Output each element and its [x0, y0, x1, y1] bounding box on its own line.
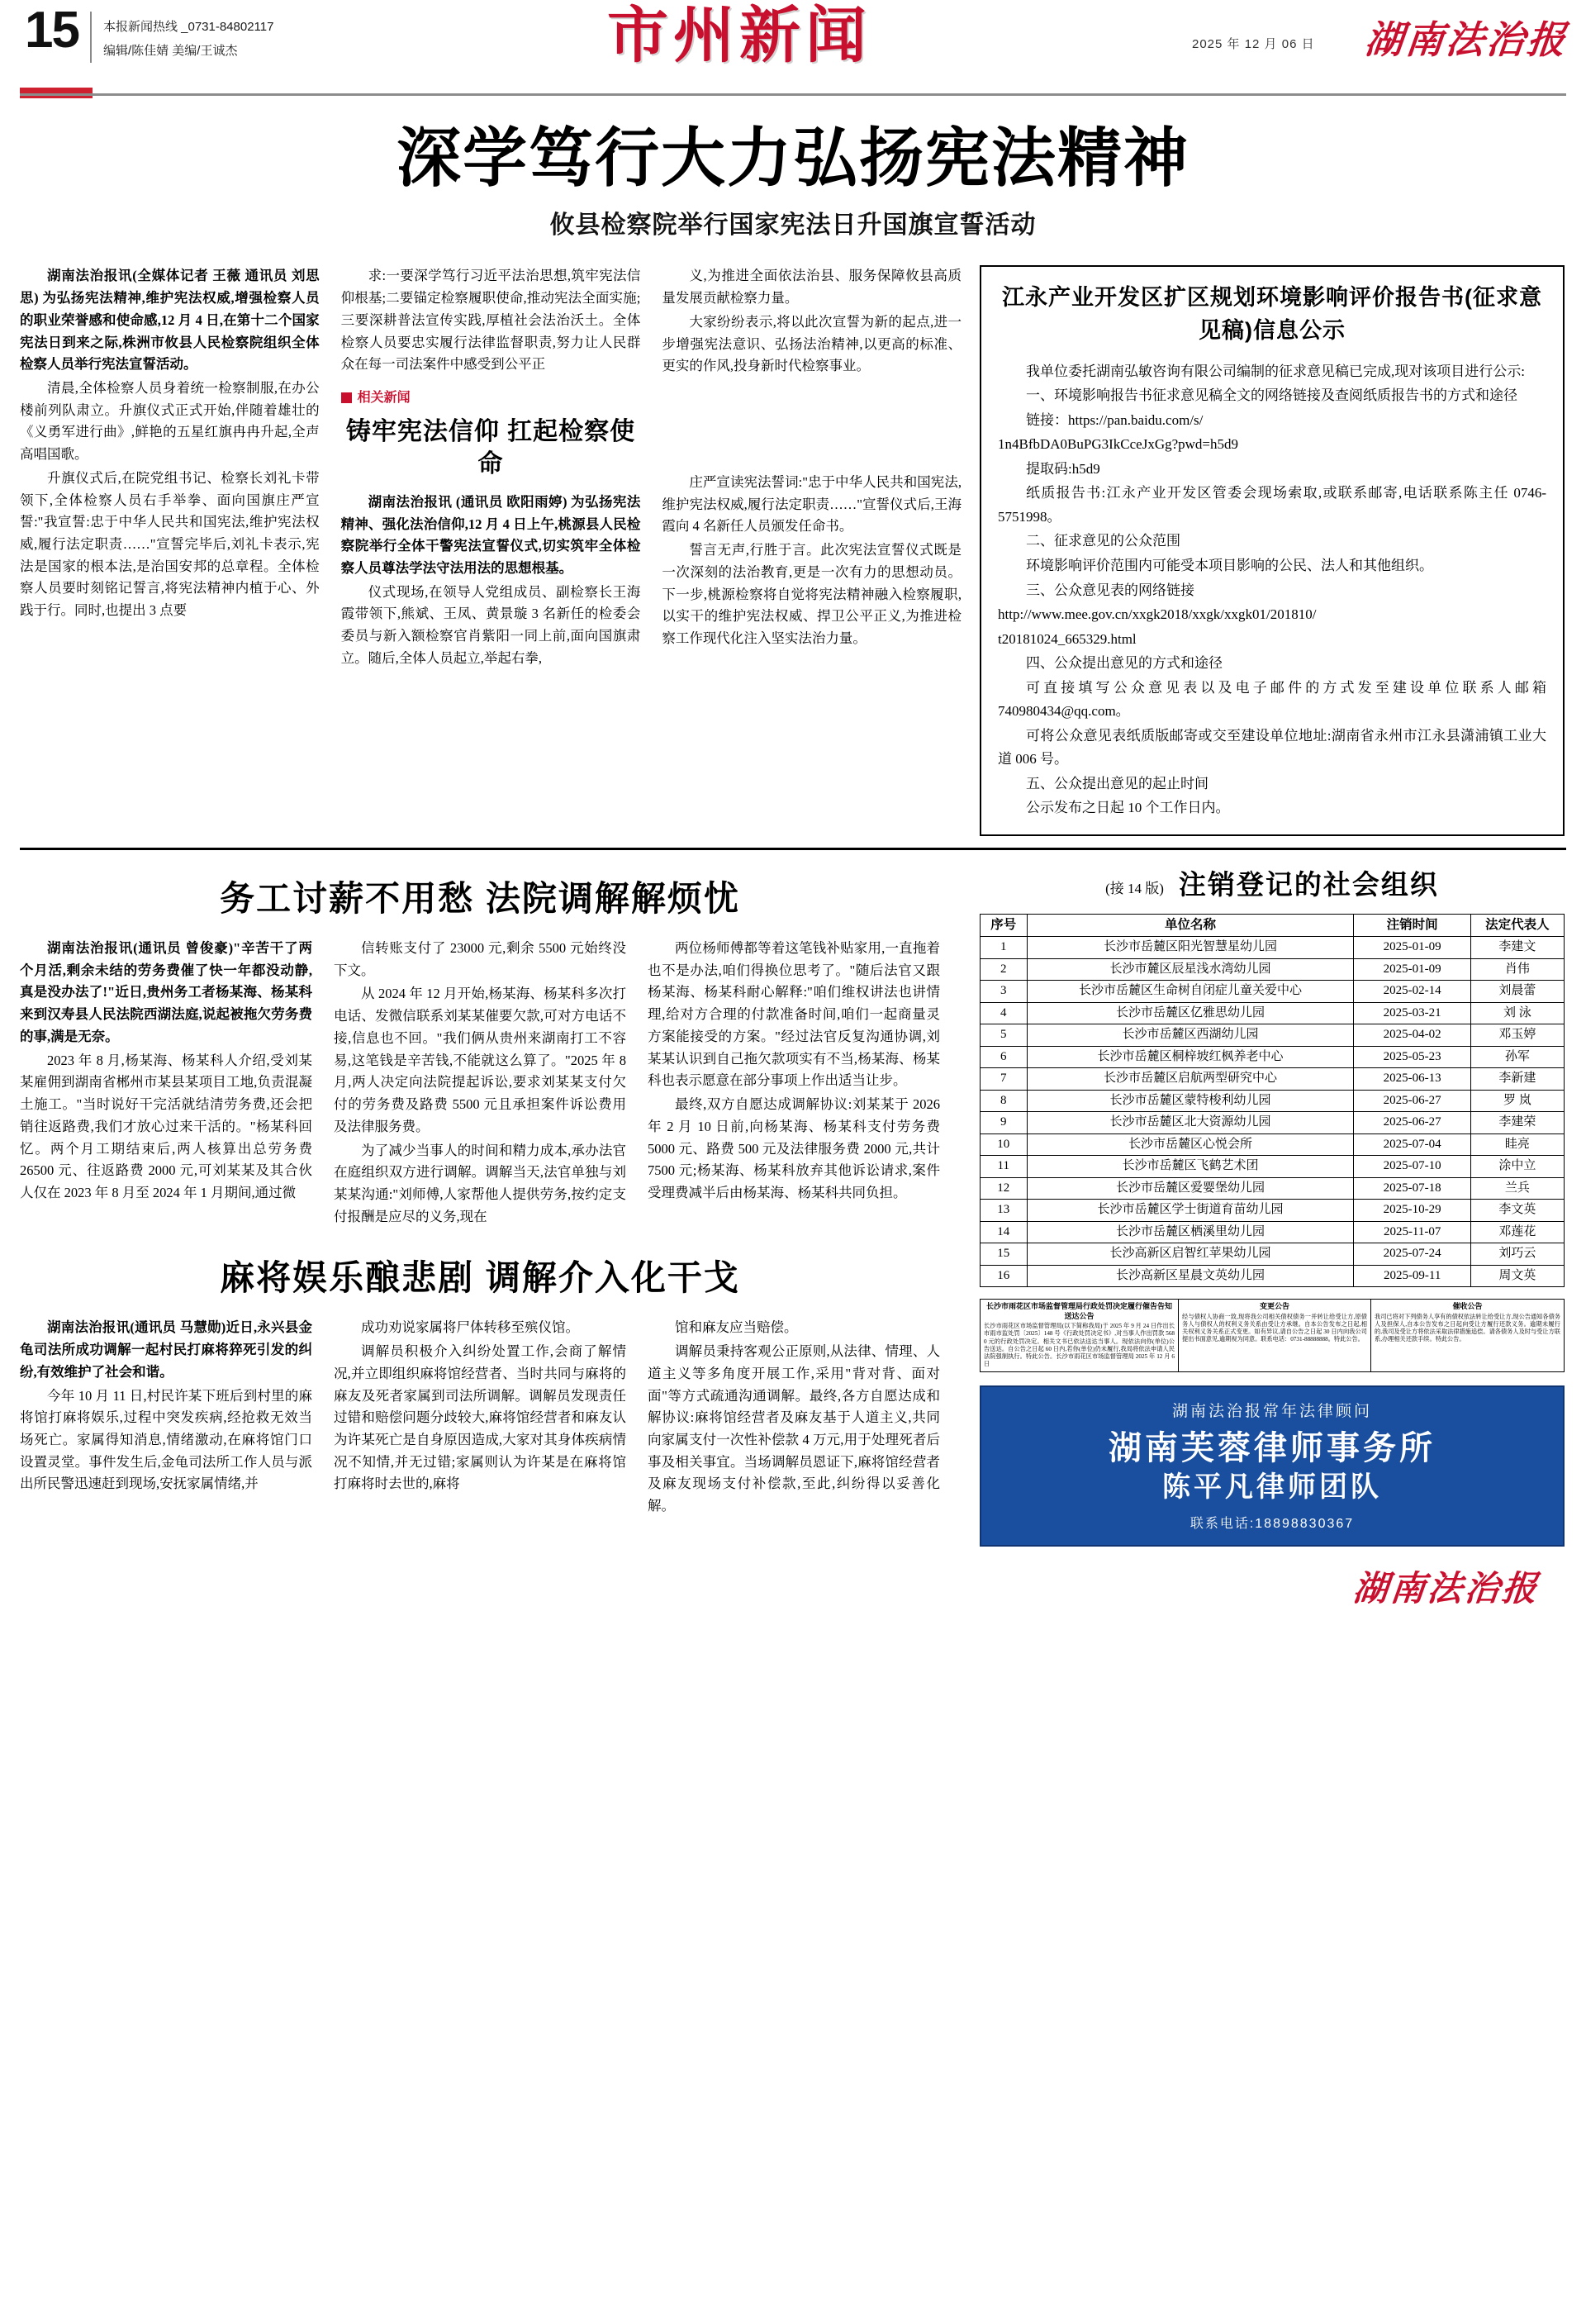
labor-column-3: [648, 938, 940, 1229]
table-row: [981, 1177, 1565, 1200]
row-index: 6: [981, 1046, 1028, 1068]
environmental-notice-box: [980, 265, 1565, 836]
section-title: 市州新闻: [607, 2, 871, 70]
mahjong-para: 今年 10 月 11 日,村民许某下班后到村里的麻将馆打麻将娱乐,过程中突发疾病,经抢救无效当场死亡。家属得知消息,情绪激动,在麻将馆门口设置灵堂。事件发生后,金龟司法所工作人员与派出所民警迅速赶到现场,安抚家属情绪,并: [20, 1387, 312, 1492]
mahjong-para: 调解员秉持客观公正原则,从法律、情理、人道主义等多角度开展工作,采用"背对背、面对面"等方式疏通沟通调解。最终,各方自愿达成和解协议:麻将馆经营者及麻友基于人道主义,共同向家属支付一次性补偿款 4 万元,用于处理死者后事及相关事宜。当场调解员恩证下,麻将馆经营者及麻友现场支付补偿款,至此,纠纷得以妥善化解。: [648, 1343, 940, 1514]
mahjong-para: 馆和麻友应当赔偿。: [675, 1319, 798, 1336]
legal-rep: 孙军: [1470, 1046, 1564, 1068]
row-index: 9: [981, 1112, 1028, 1134]
classified-ad-1: [981, 1300, 1179, 1371]
notice-form-url-2[interactable]: t20181024_665329.html: [998, 630, 1137, 647]
org-name: 长沙市岳麓区爱婴堡幼儿园: [1027, 1177, 1354, 1200]
org-name: 长沙市岳麓区启航两型研究中心: [1027, 1068, 1354, 1091]
classified-ad-3-body: 我司已将对下列债务人享有的债权依法转让给受让方,现公告通知各债务人及担保人,自本公告发布之日起向受让方履行还款义务。逾期未履行的,我司及受让方将依法采取法律措施追偿。请各债务人及时与受让方联系,办理相关还款手续。特此公告。: [1375, 1313, 1560, 1343]
classified-ad-3: [1371, 1300, 1564, 1371]
org-table-heading-row: [980, 863, 1565, 902]
dereg-date: 2025-07-24: [1354, 1243, 1470, 1266]
legal-rep: 涂中立: [1470, 1156, 1564, 1178]
classified-ad-2: [1179, 1300, 1371, 1371]
row-index: 2: [981, 958, 1028, 981]
table-row: [981, 1112, 1565, 1134]
legal-rep: 周文英: [1470, 1265, 1564, 1287]
legal-rep: 邓莲花: [1470, 1221, 1564, 1243]
mahjong-byline: 湖南法治报讯(通讯员 马慧勋)近日,永兴县金龟司法所成功调解一起村民打麻将猝死引发的纠纷,有效维护了社会和谐。: [20, 1319, 312, 1380]
related-news-label: 相关新闻: [357, 390, 411, 405]
table-row: [981, 1024, 1565, 1047]
row-index: 11: [981, 1156, 1028, 1178]
row-index: 3: [981, 981, 1028, 1003]
row-index: 4: [981, 1002, 1028, 1024]
col-header-name: 单位名称: [1027, 915, 1354, 937]
org-name: 长沙市岳麓区西湖幼儿园: [1027, 1024, 1354, 1047]
notice-form-title: 三、公众意见表的网络链接: [1026, 582, 1194, 598]
law-ad-phone: 联系电话:18898830367: [1190, 1516, 1355, 1531]
lead-para: 升旗仪式后,在院党组书记、检察长刘礼卡带领下,全体检察人员右手举拳、面向国旗庄严宣誓:"我宣誓:忠于中华人民共和国宪法,维护宪法权威,履行法定职责……"宣誓完毕后,刘礼卡表示,宪法是国家的根本法,是治国安邦的总章程。全体检察人员要时刻铭记誓言,将宪法精神内植于心、外践于行。同时,也提出 3 点要: [20, 469, 320, 619]
dereg-date: 2025-04-02: [1354, 1024, 1470, 1047]
notice-title: 江永产业开发区扩区规划环境影响评价报告书(征求意见稿)信息公示: [1002, 285, 1542, 343]
notice-para: 我单位委托湖南弘敏咨询有限公司编制的征求意见稿已完成,现对该项目进行公示:: [1026, 363, 1525, 379]
dereg-date: 2025-03-21: [1354, 1002, 1470, 1024]
labor-para: 最终,双方自愿达成调解协议:刘某某于 2026 年 2 月 10 日前,向杨某海、杨某科支付劳务费 5000 元、路费 500 元及法律服务费 2000 元,共计 7500 元;杨某海、杨某科放弃其他诉讼请求,案件受理费减半后由杨某海、杨某科共同负担。: [648, 1096, 940, 1200]
table-row: [981, 1200, 1565, 1222]
org-table-title: 注销登记的社会组织: [1178, 869, 1439, 901]
org-name: 长沙市岳麓区北大资源幼儿园: [1027, 1112, 1354, 1134]
notice-para: 一、环境影响报告书征求意见稿全文的网络链接及查阅纸质报告书的方式和途径: [1026, 387, 1517, 404]
row-index: 16: [981, 1265, 1028, 1287]
mahjong-column-2: [334, 1317, 626, 1518]
dereg-date: 2025-11-07: [1354, 1221, 1470, 1243]
table-row: [981, 1156, 1565, 1178]
labor-story-headline: 务工讨薪不用愁 法院调解解烦忧: [220, 879, 740, 919]
mahjong-column-3: [648, 1317, 940, 1518]
table-row: [981, 958, 1565, 981]
row-index: 10: [981, 1133, 1028, 1156]
org-name: 长沙市岳麓区飞鹤艺术团: [1027, 1156, 1354, 1178]
col-header-date: 注销时间: [1354, 915, 1470, 937]
page-number: 15: [25, 2, 78, 59]
org-name: 长沙高新区启智红苹果幼儿园: [1027, 1243, 1354, 1266]
lead-column-3: [662, 265, 962, 836]
section-divider: [20, 848, 1566, 850]
related-byline: 湖南法治报讯 (通讯员 欧阳雨婷) 为弘扬宪法精神、强化法治信仰,12 月 4 日上午,桃源县人民检察院举行全体干警宪法宣誓仪式,切实筑牢全体检察人员尊法学法守法用法的思想根基。: [340, 493, 641, 577]
legal-rep: 李建荣: [1470, 1112, 1564, 1134]
square-bullet-icon: [341, 392, 352, 403]
legal-rep: 刘晨蕾: [1470, 981, 1564, 1003]
mahjong-para: 调解员积极介入纠纷处置工作,会商了解情况,并立即组织麻将馆经营者、当时共同与麻将的麻友及死者家属到司法所调解。调解员发现责任过错和赔偿问题分歧较大,麻将馆经营者和麻友认为许某死亡是自身原因造成,大家对其身体疾病情况不知情,并无过错;家属则认为许某是在麻将馆打麻将时去世的,麻将: [334, 1343, 626, 1492]
top-section: [0, 265, 1586, 836]
org-name: 长沙市岳麓区生命树自闭症儿童关爱中心: [1027, 981, 1354, 1003]
notice-scope-body: 环境影响评价范围内可能受本项目影响的公民、法人和其他组织。: [1026, 558, 1433, 574]
dereg-date: 2025-06-13: [1354, 1068, 1470, 1091]
labor-para: 两位杨师傅都等着这笔钱补贴家用,一直拖着也不是办法,咱们得换位思考了。"随后法官又跟杨某海、杨某科耐心解释:"咱们维权讲法也讲情理,给对方合理的付款准备时间,咱们一起商量灵方案能接受的方案。"经过法官反复沟通协调,刘某某认识到自己拖欠款项实有不当,杨某海、杨某科也表示愿意在部分事项上作出适当让步。: [648, 940, 940, 1089]
notice-link-url[interactable]: 1n4BfbDA0BuPG3IkCceJxGg?pwd=h5d9: [998, 436, 1239, 453]
dereg-date: 2025-10-29: [1354, 1200, 1470, 1222]
notice-form-url-1[interactable]: http://www.mee.gov.cn/xxgk2018/xxgk/xxgk01/201810/: [998, 606, 1317, 623]
row-index: 7: [981, 1068, 1028, 1091]
dereg-date: 2025-06-27: [1354, 1112, 1470, 1134]
dereg-date: 2025-07-04: [1354, 1133, 1470, 1156]
right-rail: [962, 863, 1565, 1619]
legal-rep: 邓玉婷: [1470, 1024, 1564, 1047]
related-para: 庄严宣读宪法誓词:"忠于中华人民共和国宪法,维护宪法权威,履行法定职责……"宣誓仪式后,王海霞向 4 名新任人员颁发任命书。: [662, 473, 962, 535]
dereg-date: 2025-07-18: [1354, 1177, 1470, 1200]
mid-section: [0, 863, 1586, 1619]
table-row: [981, 1221, 1565, 1243]
org-name: 长沙市岳麓区蒙特梭利幼儿园: [1027, 1090, 1354, 1112]
table-row: [981, 1243, 1565, 1266]
classified-ad-2-title: 变更公告: [1260, 1302, 1290, 1311]
org-name: 长沙市岳麓区阳光智慧星幼儿园: [1027, 937, 1354, 959]
notice-link-label[interactable]: 链接：https://pan.baidu.com/s/: [1026, 411, 1204, 428]
lead-para: 求:一要深学笃行习近平法治思想,筑牢宪法信仰根基;二要锚定检察履职使命,推动宪法全面实施;三要深耕普法宣传实践,厚植社会法治沃土。全体检察人员要忠实履行法律监督职责,努力让人民群众在每一司法案件中感受到公平正: [340, 268, 641, 373]
labor-byline: 湖南法治报讯(通讯员 曾俊豪)"辛苦干了两个月活,剩余未结的劳务费催了快一年都没动静,真是没办法了!"近日,贵州务工者杨某海、杨某科来到汉寿县人民法院西湖法庭,说起被拖欠劳务费的事,满是无奈。: [20, 940, 312, 1044]
law-ad-tagline: 湖南法治报常年法律顾问: [1171, 1402, 1372, 1420]
notice-body: [998, 360, 1546, 820]
mahjong-story-headline: 麻将娱乐酿悲剧 调解介入化干戈: [220, 1258, 740, 1298]
lead-headline-block: [0, 122, 1586, 240]
table-row: [981, 981, 1565, 1003]
dereg-date: 2025-06-27: [1354, 1090, 1470, 1112]
notice-time-title: 五、公众提出意见的起止时间: [1026, 775, 1208, 791]
notice-time-body: 公示发布之日起 10 个工作日内。: [1026, 800, 1230, 816]
related-para: 誓言无声,行胜于言。此次宪法宣誓仪式既是一次深刻的法治教育,更是一次有力的思想动员。下一步,桃源检察将自觉将宪法精神融入检察履职,以实干的维护宪法权威、捍卫公平正义,为推进检察工作现代化注入坚实法治力量。: [662, 542, 962, 646]
notice-scope-title: 二、征求意见的公众范围: [1026, 533, 1180, 549]
masthead: [0, 0, 1586, 91]
dereg-date: 2025-01-09: [1354, 958, 1470, 981]
legal-rep: 李建文: [1470, 937, 1564, 959]
row-index: 15: [981, 1243, 1028, 1266]
lead-subheadline: 攸县检察院举行国家宪法日升国旗宣誓活动: [549, 211, 1037, 240]
org-name: 长沙市岳麓区栖溪里幼儿园: [1027, 1221, 1354, 1243]
org-name: 长沙市麓区辰星浅水湾幼儿园: [1027, 958, 1354, 981]
related-para: 仪式现场,在领导人党组成员、副检察长王海霞带领下,熊斌、王凤、黄景璇 3 名新任的检委会委员与新入额检察官肖紫阳一同上前,面向国旗肃立。随后,全体人员起立,举起右拳,: [340, 583, 641, 666]
notice-method-body-2: 可将公众意见表纸质版邮寄或交至建设单位地址:湖南省永州市江永县潇浦镇工业大道 006 号。: [998, 727, 1546, 768]
legal-rep: 罗 岚: [1470, 1090, 1564, 1112]
environmental-notice-region: [962, 265, 1565, 836]
legal-rep: 肖伟: [1470, 958, 1564, 981]
labor-para: 信转账支付了 23000 元,剩余 5500 元始终没下文。: [334, 940, 626, 978]
dereg-date: 2025-09-11: [1354, 1265, 1470, 1287]
notice-method-title: 四、公众提出意见的方式和途径: [1026, 655, 1223, 672]
editors-line: 编辑/陈佳婧 美编/王诚杰: [102, 44, 238, 59]
legal-rep: 刘巧云: [1470, 1243, 1564, 1266]
col-header-index: 序号: [981, 915, 1028, 937]
page-number-block: [25, 2, 274, 64]
deregistered-orgs-table: [980, 914, 1565, 1287]
row-index: 1: [981, 937, 1028, 959]
table-row: [981, 1068, 1565, 1091]
law-ad-firm-name: 湖南芙蓉律师事务所: [1109, 1429, 1436, 1466]
row-index: 14: [981, 1221, 1028, 1243]
classified-ad-1-body: 长沙市雨花区市场监督管理局(以下简称我局)于 2025 年 9 月 24 日作出长市雨市监处罚〔2025〕148 号《行政处罚决定书》,对当事人作出罚款 5680 元的行政处罚决定。相关文书已依法送达当事人。现依法向你(单位)公告送达。自公告之日起 60 日内,若你(单位)仍未履行,我局将依法申请人民法院强制执行。特此公告。长沙市雨花区市场监督管理局 2025 年 12 月 6 日: [984, 1323, 1175, 1368]
mahjong-column-1: [20, 1317, 312, 1518]
dereg-date: 2025-05-23: [1354, 1046, 1470, 1068]
issue-date: 2025 年 12 月 06 日: [1192, 37, 1315, 51]
dereg-date: 2025-02-14: [1354, 981, 1470, 1003]
row-index: 5: [981, 1024, 1028, 1047]
table-row: [981, 1090, 1565, 1112]
newspaper-brand-logo: 湖南法治报: [1362, 19, 1570, 61]
lead-para: 义,为推进全面依法治县、服务保障攸县高质量发展贡献检察力量。: [662, 268, 962, 307]
table-row: [981, 1133, 1565, 1156]
masthead-meta: [103, 7, 274, 64]
table-row: [981, 1002, 1565, 1024]
legal-rep: 眭亮: [1470, 1133, 1564, 1156]
lead-article: [20, 265, 962, 836]
classified-ad-1-title: 长沙市雨花区市场监督管理局行政处罚决定履行催告告知送达公告: [986, 1302, 1173, 1320]
labor-story-columns: [20, 938, 940, 1229]
row-index: 12: [981, 1177, 1028, 1200]
legal-rep: 李文英: [1470, 1200, 1564, 1222]
mahjong-story-columns: [20, 1317, 940, 1518]
labor-story-region: [20, 863, 962, 1619]
lead-column-2: [341, 265, 641, 836]
notice-extract-code: 提取码:h5d9: [1026, 460, 1100, 477]
masthead-divider: [90, 12, 92, 63]
related-news-tag: [341, 387, 641, 409]
lead-para: 清晨,全体检察人员身着统一检察制服,在办公楼前列队肃立。升旗仪式正式开始,伴随着雄壮的《义勇军进行曲》,鲜艳的五星红旗冉冉升起,全声高唱国歌。: [20, 379, 320, 463]
labor-column-1: [20, 938, 312, 1229]
dereg-date: 2025-07-10: [1354, 1156, 1470, 1178]
legal-rep: 兰兵: [1470, 1177, 1564, 1200]
row-index: 13: [981, 1200, 1028, 1222]
labor-para: 为了减少当事人的时间和精力成本,承办法官在庭组织双方进行调解。调解当天,法官单独与刘某某沟通:"刘师傅,人家帮他人提供劳务,按约定支付报酬是应尽的义务,现在: [334, 1142, 626, 1224]
org-name: 长沙高新区星晨文英幼儿园: [1027, 1265, 1354, 1287]
legal-rep: 李新建: [1470, 1068, 1564, 1091]
lead-column-1: [20, 265, 320, 836]
classified-ad-2-body: 经与债权人协商一致,现将我公司相关债权债务一并转让给受让方,原债务人与债权人的权利义务关系由受让方承继。自本公告发布之日起,相关权利义务关系正式变更。如有异议,请自公告之日起 30 日内向我公司提出书面意见,逾期视为同意。联系电话：0731-88888888。特此公告。: [1182, 1313, 1367, 1343]
table-row: [981, 1265, 1565, 1287]
news-hotline: 本报新闻热线 _0731-84802117: [102, 20, 274, 34]
notice-method-body-1: 可直接填写公众意见表以及电子邮件的方式发至建设单位联系人邮箱 740980434@qq.com。: [998, 679, 1546, 720]
org-name: 长沙市岳麓区心悦会所: [1027, 1133, 1354, 1156]
footer-brand-logo: 湖南法治报: [1351, 1570, 1541, 1609]
lead-para: 大家纷纷表示,将以此次宣誓为新的起点,进一步增强宪法意识、弘扬法治精神,以更高的标准、更实的作风,投身新时代检察事业。: [662, 313, 962, 374]
labor-column-2: [334, 938, 626, 1229]
related-headline: 铸牢宪法信仰 扛起检察使命: [345, 417, 636, 478]
continued-from-note: (接 14 版): [1105, 881, 1164, 897]
dereg-date: 2025-01-09: [1354, 937, 1470, 959]
classified-ad-3-title: 催收公告: [1452, 1302, 1483, 1311]
masthead-rule: [20, 93, 1566, 96]
org-name: 长沙市岳麓区桐梓坡红枫养老中心: [1027, 1046, 1354, 1068]
table-row: [981, 937, 1565, 959]
labor-para: 2023 年 8 月,杨某海、杨某科人介绍,受刘某某雇佣到湖南省郴州市某县某项目工地,负责混凝土施工。"当时说好干完活就结清劳务费,还会把销往返路费,我们才放心过来干活的。"杨某科回忆。两个月工期结束后,两人核算出总劳务费 26500 元、往返路费 2000 元,可刘某某及其合伙人仅在 2023 年 8 月至 2024 年 1 月期间,通过微: [20, 1052, 312, 1200]
table-row: [981, 1046, 1565, 1068]
row-index: 8: [981, 1090, 1028, 1112]
law-ad-team-name: 陈平凡律师团队: [1162, 1471, 1382, 1503]
lead-byline: 湖南法治报讯(全媒体记者 王薇 通讯员 刘思思) 为弘扬宪法精神,维护宪法权威,增强检察人员的职业荣誉感和使命感,12 月 4 日,在第十二个国家宪法日到来之际,株洲市攸县人民检察院组织全体检察人员举行宪法宣誓活动。: [20, 268, 320, 373]
classified-ads-block: [980, 1299, 1565, 1371]
legal-rep: 刘 泳: [1470, 1002, 1564, 1024]
lead-headline: 深学笃行大力弘扬宪法精神: [396, 121, 1190, 194]
org-name: 长沙市岳麓区亿雅思幼儿园: [1027, 1002, 1354, 1024]
table-header-row: [981, 915, 1565, 937]
law-firm-advertisement[interactable]: [980, 1385, 1565, 1547]
org-name: 长沙市岳麓区学士街道育苗幼儿园: [1027, 1200, 1354, 1222]
mahjong-para: 成功劝说家属将尸体转移至殡仪馆。: [361, 1319, 579, 1336]
labor-para: 从 2024 年 12 月开始,杨某海、杨某科多次打电话、发微信联系刘某某催要欠款,可对方电话不接,信息也不回。"我们俩从贵州来湖南打工不容易,这笔钱是辛苦钱,不能就这么算了。"2025 年 8 月,两人决定向法院提起诉讼,要求刘某某支付欠付的劳务费及路费 5500 元且承担案件诉讼费用及法律服务费。: [334, 986, 626, 1134]
notice-paper-copy: 纸质报告书:江永产业开发区管委会现场索取,或联系邮寄,电话联系陈主任 0746-5751998。: [998, 485, 1546, 525]
col-header-rep: 法定代表人: [1470, 915, 1564, 937]
